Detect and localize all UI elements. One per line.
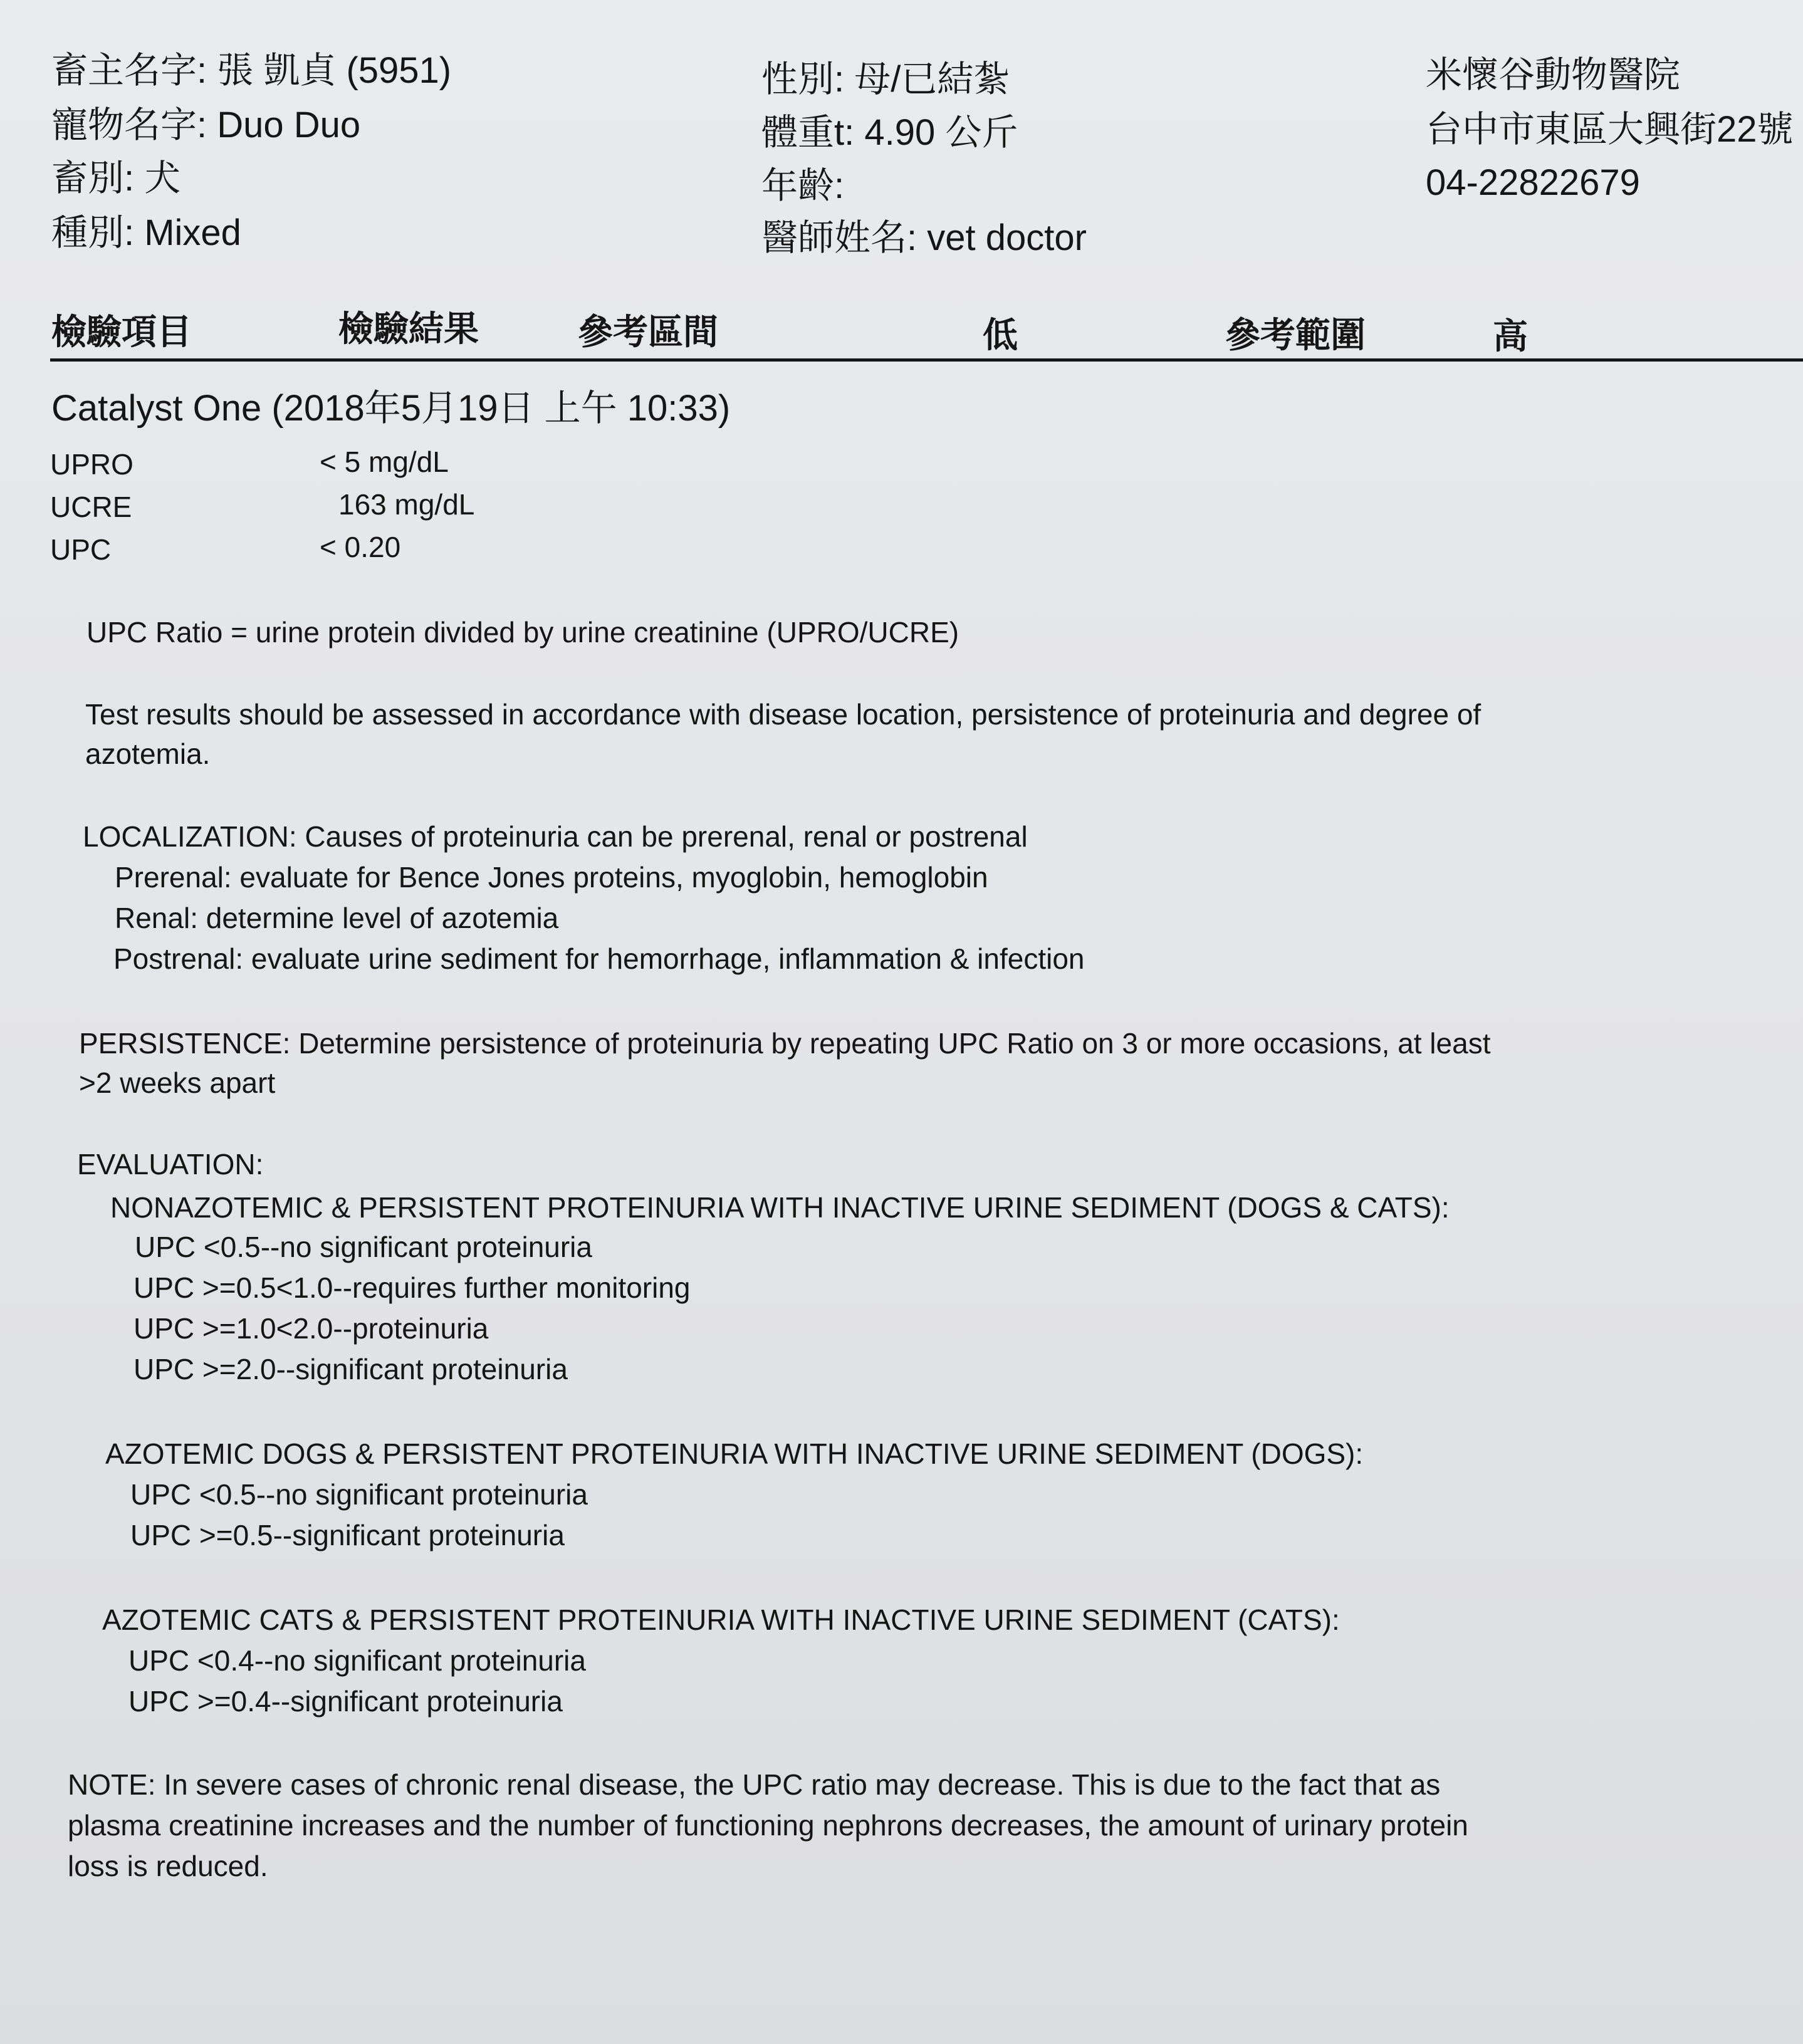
- result-value-upc: < 0.20: [320, 531, 401, 563]
- species: 畜別: 犬: [51, 158, 181, 199]
- nonazotemic-title: NONAZOTEMIC & PERSISTENT PROTEINURIA WITH INACTIVE URINE SEDIMENT (DOGS & CATS):: [110, 1191, 1450, 1224]
- assess-note-line-2: azotemia.: [85, 738, 211, 770]
- result-value-upro: < 5 mg/dL: [320, 446, 449, 478]
- note-line-2: plasma creatinine increases and the number of functioning nephrons decreases, the amount of urinary protein: [68, 1809, 1468, 1842]
- pet-name: 寵物名字: Duo Duo: [51, 105, 361, 145]
- evaluation-heading: EVALUATION:: [77, 1148, 264, 1181]
- age: 年齡:: [761, 165, 845, 206]
- result-name-ucre: UCRE: [50, 491, 132, 523]
- assess-note-line-1: Test results should be assessed in accordance with disease location, persistence of proteinuria and degree of: [85, 698, 1482, 731]
- azotemic-dogs-item: UPC <0.5--no significant proteinuria: [130, 1478, 588, 1511]
- owner-name: 畜主名字: 張 凱貞 (5951): [51, 50, 452, 91]
- localization-postrenal: Postrenal: evaluate urine sediment for hemorrhage, inflammation & infection: [113, 942, 1085, 975]
- weight: 體重t: 4.90 公斤: [761, 112, 1018, 153]
- header-divider: [50, 358, 1803, 362]
- test-title: Catalyst One (2018年5月19日 上午 10:33): [51, 388, 731, 429]
- persistence-line-1: PERSISTENCE: Determine persistence of proteinuria by repeating UPC Ratio on 3 or more occasions, at least: [79, 1027, 1491, 1060]
- azotemic-cats-item: UPC >=0.4--significant proteinuria: [128, 1685, 563, 1718]
- localization-renal: Renal: determine level of azotemia: [115, 902, 559, 934]
- nonazotemic-item: UPC >=0.5<1.0--requires further monitoring: [133, 1271, 691, 1304]
- col-header-item: 檢驗項目: [51, 312, 192, 352]
- azotemic-dogs-item: UPC >=0.5--significant proteinuria: [130, 1519, 565, 1551]
- col-header-low: 低: [983, 315, 1018, 355]
- breed: 種別: Mixed: [51, 212, 241, 253]
- localization-heading: LOCALIZATION: Causes of proteinuria can be prerenal, renal or postrenal: [83, 820, 1028, 853]
- note-line-1: NOTE: In severe cases of chronic renal disease, the UPC ratio may decrease. This is due to the fact that as: [68, 1768, 1441, 1801]
- nonazotemic-item: UPC >=2.0--significant proteinuria: [133, 1353, 568, 1385]
- result-name-upc: UPC: [50, 533, 112, 566]
- localization-prerenal: Prerenal: evaluate for Bence Jones proteins, myoglobin, hemoglobin: [115, 861, 988, 894]
- azotemic-cats-title: AZOTEMIC CATS & PERSISTENT PROTEINURIA WITH INACTIVE URINE SEDIMENT (CATS):: [102, 1603, 1340, 1636]
- doctor-name: 醫師姓名: vet doctor: [761, 217, 1087, 258]
- clinic-name: 米懷谷動物醫院: [1426, 55, 1681, 95]
- result-name-upro: UPRO: [50, 448, 133, 481]
- sex: 性別: 母/已結紮: [761, 59, 1010, 100]
- azotemic-cats-item: UPC <0.4--no significant proteinuria: [128, 1644, 586, 1677]
- nonazotemic-item: UPC >=1.0<2.0--proteinuria: [133, 1312, 489, 1345]
- azotemic-dogs-title: AZOTEMIC DOGS & PERSISTENT PROTEINURIA WITH INACTIVE URINE SEDIMENT (DOGS):: [105, 1437, 1364, 1470]
- clinic-address: 台中市東區大興街22號: [1426, 109, 1794, 150]
- nonazotemic-item: UPC <0.5--no significant proteinuria: [135, 1231, 592, 1263]
- persistence-line-2: >2 weeks apart: [79, 1066, 276, 1099]
- clinic-phone: 04-22822679: [1426, 162, 1640, 203]
- result-value-ucre: 163 mg/dL: [338, 488, 475, 521]
- col-header-high: 高: [1493, 316, 1528, 356]
- col-header-result: 檢驗結果: [338, 309, 479, 348]
- col-header-ref-interval: 參考區間: [578, 312, 718, 352]
- note-line-3: loss is reduced.: [68, 1850, 268, 1882]
- col-header-ref-range: 參考範圍: [1225, 315, 1366, 355]
- upc-ratio-note: UPC Ratio = urine protein divided by urine creatinine (UPRO/UCRE): [86, 616, 959, 649]
